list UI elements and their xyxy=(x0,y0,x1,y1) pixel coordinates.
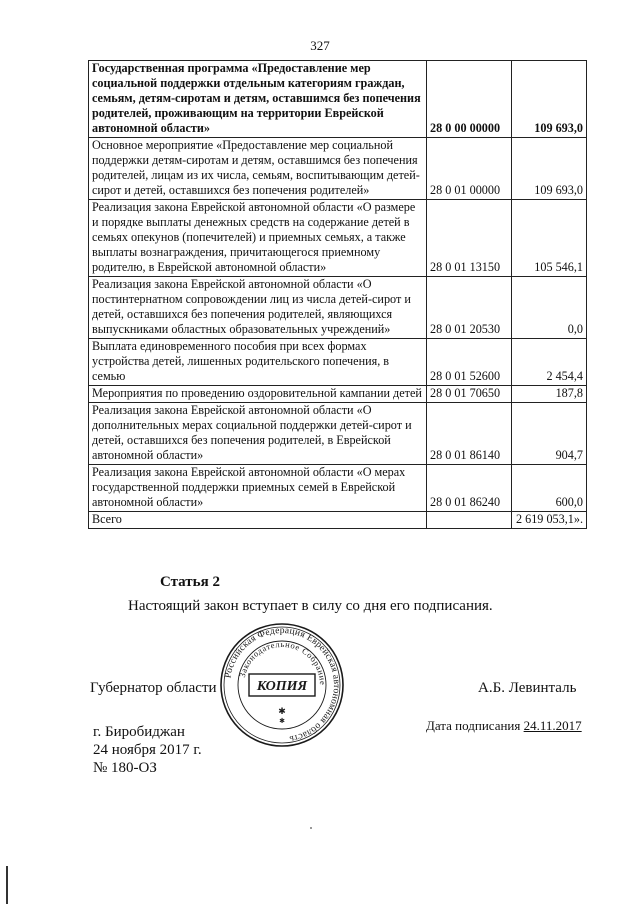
svg-text:Законодательное Собрание: Законодательное Собрание xyxy=(236,638,329,686)
budget-table xyxy=(88,60,587,529)
row-name-cell: Реализация закона Еврейской автономной области «О мерах государственной поддержки приемных семей в Еврейской автономной области» xyxy=(89,465,427,512)
signing-date-value: 24.11.2017 xyxy=(523,718,582,733)
row-code-cell: 28 0 00 00000 xyxy=(427,61,512,138)
row-amount-cell: 105 546,1 xyxy=(512,200,587,277)
table-row xyxy=(89,200,587,277)
svg-text:Российская Федерация Еврейская: Российская Федерация Еврейская автономная область xyxy=(222,624,343,745)
table-row xyxy=(89,403,587,465)
table-row xyxy=(89,386,587,403)
signing-date xyxy=(426,718,582,734)
seal-icon xyxy=(219,622,345,748)
scan-speck xyxy=(310,827,312,829)
row-code-cell: 28 0 01 20530 xyxy=(427,277,512,339)
row-amount-cell: 109 693,0 xyxy=(512,138,587,200)
governor-name: А.Б. Левинталь xyxy=(478,680,577,696)
row-name-cell: Реализация закона Еврейской автономной области «О размере и порядке выплаты денежных средств на содержание детей в семьях опекунов (попечителей) и приемных семьях, а также выплаты вознаграждения, причитающегося приемному родителю, в Еврейской автономной области» xyxy=(89,200,427,277)
table-row xyxy=(89,465,587,512)
row-amount-cell: 109 693,0 xyxy=(512,61,587,138)
table-row xyxy=(89,277,587,339)
governor-label: Губернатор области xyxy=(90,680,217,696)
table-row xyxy=(89,512,587,529)
official-seal xyxy=(219,622,345,748)
budget-table-body xyxy=(89,61,587,529)
table-row xyxy=(89,138,587,200)
row-amount-cell: 0,0 xyxy=(512,277,587,339)
row-code-cell: 28 0 01 86140 xyxy=(427,403,512,465)
row-code-cell: 28 0 01 86240 xyxy=(427,465,512,512)
svg-text:✱: ✱ xyxy=(278,707,286,717)
svg-text:✱: ✱ xyxy=(279,717,285,725)
svg-text:КОПИЯ: КОПИЯ xyxy=(256,679,308,694)
page-number: 327 xyxy=(310,38,330,53)
scan-margin-mark xyxy=(6,866,8,904)
row-name-cell: Всего xyxy=(89,512,427,529)
city-name: г. Биробиджан xyxy=(93,724,185,740)
row-code-cell: 28 0 01 70650 xyxy=(427,386,512,403)
row-code-cell xyxy=(427,512,512,529)
row-code-cell: 28 0 01 52600 xyxy=(427,339,512,386)
row-name-cell: Государственная программа «Предоставление мер социальной поддержки отдельным категориям граждан, семьям, детям-сиротам и детям, оставшимся без попечения родителей, проживающим на территории Еврейской автономной области» xyxy=(89,61,427,138)
row-amount-cell: 187,8 xyxy=(512,386,587,403)
row-code-cell: 28 0 01 13150 xyxy=(427,200,512,277)
table-row xyxy=(89,339,587,386)
row-amount-cell: 2 454,4 xyxy=(512,339,587,386)
article-title: Статья 2 xyxy=(160,574,220,590)
row-amount-cell: 2 619 053,1». xyxy=(512,512,587,529)
row-name-cell: Выплата единовременного пособия при всех формах устройства детей, лишенных родительского попечения, в семью xyxy=(89,339,427,386)
row-name-cell: Реализация закона Еврейской автономной области «О постинтернатном сопровождении лиц из числа детей-сирот и детей, оставшихся без попечения родителей, являющихся выпускниками областных образовательных учреждений» xyxy=(89,277,427,339)
article-text: Настоящий закон вступает в силу со дня его подписания. xyxy=(128,598,493,614)
table-row xyxy=(89,61,587,138)
row-amount-cell: 904,7 xyxy=(512,403,587,465)
row-name-cell: Реализация закона Еврейской автономной области «О дополнительных мерах социальной поддержки детей-сирот и детей, оставшихся без попечения родителей, в Еврейской автономной области» xyxy=(89,403,427,465)
signing-date-label: Дата подписания xyxy=(426,718,521,733)
row-name-cell: Основное мероприятие «Предоставление мер социальной поддержки детям-сиротам и детям, оставшимся без попечения родителей, лицам из их числа, семьям, воспитывающим детей-сирот и детей, оставшихся без попечения родителей» xyxy=(89,138,427,200)
law-date: 24 ноября 2017 г. xyxy=(93,742,202,758)
row-code-cell: 28 0 01 00000 xyxy=(427,138,512,200)
row-amount-cell: 600,0 xyxy=(512,465,587,512)
law-number: № 180-ОЗ xyxy=(93,760,157,776)
row-name-cell: Мероприятия по проведению оздоровительной кампании детей xyxy=(89,386,427,403)
